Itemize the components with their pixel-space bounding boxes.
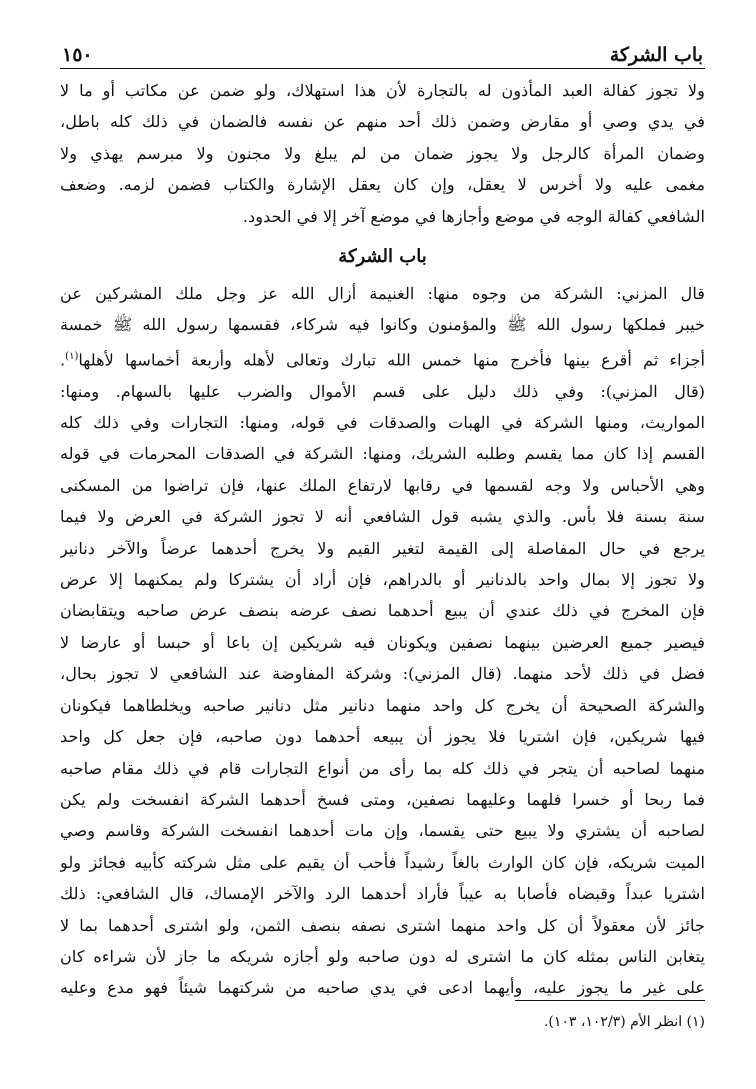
footnote: (١) انظر الأم (١٠٢/٣، ١٠٣). — [543, 1014, 705, 1030]
text-line: أجزاء ثم أقرع بينها فأخرج منها خمس الله تبارك وتعالى لأهله وأربعة أخماسها لأهلها$^{(١)}$. — [60, 350, 705, 370]
text-line: فضل في ذلك لأحد منهما. (قال المزني): وشركة المفاوضة عند الشافعي لا تجوز بحال، — [60, 664, 705, 684]
text-line: (قال المزني): وفي ذلك دليل على قسم الأموال والضرب عليها بالسهام. ومنها: — [60, 381, 705, 401]
page-number: ١٥٠ — [62, 44, 93, 66]
text-line: في يدي وصي أو مقارض وضمن ذلك أحد منهم عن نفسه فالضمان في ذلك كله باطل، — [60, 112, 705, 132]
text-line: مغمى عليه ولا أخرس لا يعقل، وإن كان يعقل الإشارة والكتاب فضمن لزمه. وضعف — [60, 175, 705, 195]
text-line-content: أجزاء ثم أقرع بينها فأخرج منها خمس الله تبارك وتعالى لأهله وأربعة أخماسها لأهلها — [78, 350, 705, 370]
text-line: وضمان المرأة كالرجل ولا يجوز ضمان من لم يبلغ ولا مجنون ولا مبرسم يهذي ولا — [60, 143, 705, 163]
footnote-divider — [515, 1000, 705, 1001]
text-line: اشتريا عبداً وقبضاه فأصابا به عيباً فأراد أحدهما الرد والآخر الإمساك، قال الشافعي: ذلك — [60, 884, 705, 904]
text-line: الشافعي كفالة الوجه في موضع وأجازها في موضع آخر إلا في الحدود. — [242, 206, 705, 226]
text-line: ولا تجوز إلا بمال واحد بالدنانير أو بالدراهم، فإن أراد أن يشتركا ولم يمكنهما إلا عرض — [60, 570, 705, 590]
text-line: المواريث، ومنها الشركة في الهبات والصدقات في قوله، ومنها: التجارات وفي ذلك كله — [60, 413, 705, 433]
running-title: باب الشركة — [609, 44, 703, 66]
text-line: فما ربحا أو خسرا فلهما وعليهما نصفين، ومتى فسخ أحدهما الشركة انفسخت ولم يكن — [60, 789, 705, 809]
text-line: والشركة الصحيحة أن يخرج كل واحد منهما دنانير مثل دنانير صاحبه ويخلطاهما فيكونان — [60, 695, 705, 715]
text-line: فيها شريكين، فإن اشتريا فلا يجوز أن يبيعه أحدهما دون صاحبه، فإن جعل كل واحد — [60, 727, 705, 747]
text-line: الميت شريكه، فإن كان الوارث بالغاً رشيداً فأحب أن يقيم على مثل شركته كأبيه فجائز ولو — [60, 852, 705, 872]
text-line: فإن المخرج في ذلك عندي أن يبيع أحدهما نصف عرضه بنصف عرض صاحبه ويتقابضان — [60, 601, 705, 621]
text-line: سنة بسنة فلا بأس. والذي يشبه قول الشافعي أنه لا تجوز الشركة في العرض ولا فيما — [60, 507, 705, 527]
text-line: على غير ما يجوز عليه، وأيهما ادعى في يدي صاحبه من شركتهما شيئاً فهو مدع وعليه — [60, 978, 705, 998]
text-line: يرجع في حال المفاصلة إلى القيمة لتغير القيم ولا يخرج أحدهما عرضاً والآخر دنانير — [60, 538, 705, 558]
text-line: لصاحبه أن يشتري ولا يبيع حتى يقسما، وإن مات أحدهما انفسخت الشركة وقاسم وصي — [60, 821, 705, 841]
text-line: خيبر فملكها رسول الله ﷺ والمؤمنون وكانوا فيه شركاء، فقسمها رسول الله ﷺ خمسة — [60, 315, 705, 335]
section-title: باب الشركة — [338, 246, 427, 268]
text-line: قال المزني: الشركة من وجوه منها: الغنيمة أزال الله عز وجل ملك المشركين عن — [60, 284, 705, 304]
text-line: جائز لأن معقولاً أن كل واحد منهما اشترى نصفه بنصف الثمن، ولو اشترى أحدهما بما لا — [60, 915, 705, 935]
text-line: ولا تجوز كفالة العبد المأذون له بالتجارة لأن هذا استهلاك، ولو ضمن عن مكاتب أو ما لا — [60, 81, 705, 100]
intro-paragraph — [60, 75, 705, 232]
text-line: وهي الأحباس ولا وجه لقسمها في رقابها لارتفاع الملك عنها، فإن تراضوا من المسكنى — [60, 475, 705, 495]
text-line: القسم إذا كان مما يقسم وطلبه الشريك، ومنها: الشركة في الصدقات المحرمات في قوله — [60, 444, 705, 464]
footnote-marker: (١) — [65, 350, 79, 362]
text-line: منهما لصاحبه أن يتجر في ذلك كله بما رأى من أنواع التجارات قام في ذلك مقام صاحبه — [60, 758, 705, 778]
text-line: يتغابن الناس بمثله كان ما اشترى له دون صاحبه ولو أجازه شريكه ما جاز لأن شراءه كان — [60, 946, 705, 966]
text-line: فيصير جميع العرضين بينهما نصفين ويكونان فيه شريكين إن باعا أو حبسا أو عارضا لا — [60, 632, 705, 652]
book-page — [60, 38, 705, 1068]
running-header — [60, 38, 705, 69]
body-paragraph — [60, 278, 705, 1004]
